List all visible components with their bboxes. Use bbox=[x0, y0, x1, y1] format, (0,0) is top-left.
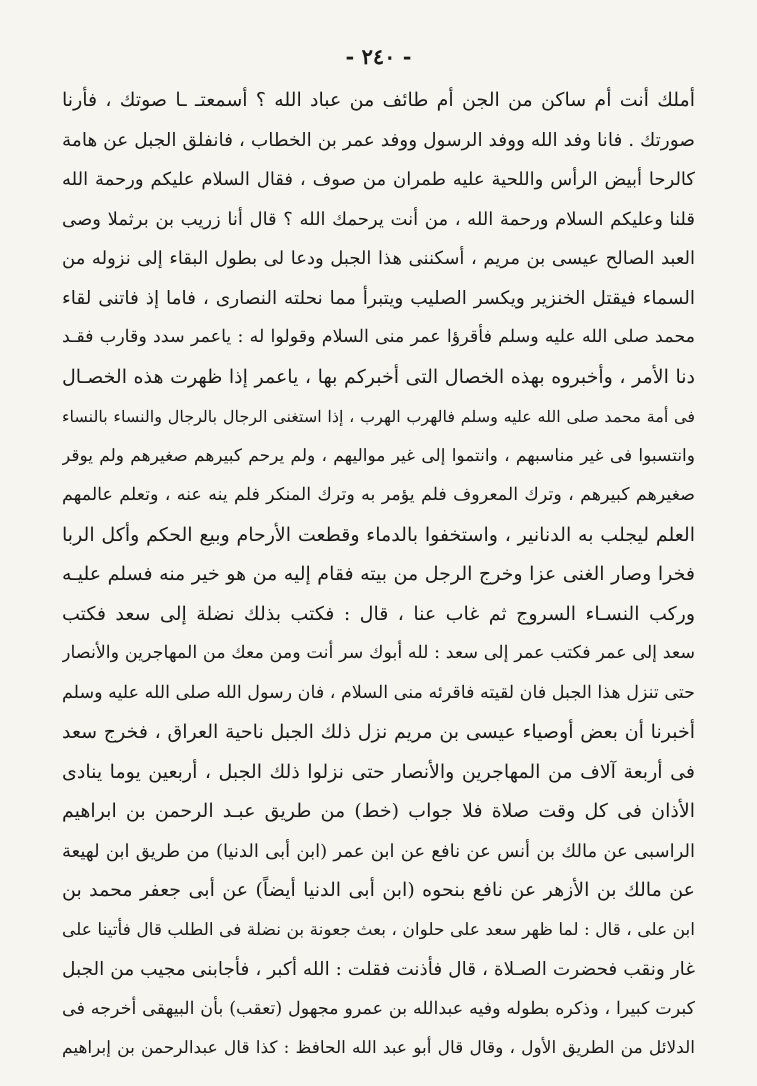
text-line: صغيرهم كبيرهم ، وترك المعروف فلم يؤمر به وترك المنكر فلم ينه عنه ، وتعلم عالمهم bbox=[62, 485, 695, 505]
text-line: أخبرنا أن بعض أوصياء عيسى بن مريم نزل ذلك الجبل ناحية العراق ، فخرج سعد bbox=[62, 721, 695, 743]
page-number: - ٢٤٠ - bbox=[345, 44, 412, 69]
text-line: أملك أنت أم ساكن من الجن أم طائف من عباد الله ؟ أسمعتـ ـا صوتك ، فأرنا bbox=[62, 89, 695, 111]
text-line: محمد صلى الله عليه وسلم فأقرؤا عمر منى السلام وقولوا له : ياعمر سدد وقارب فقـد bbox=[62, 327, 695, 347]
text-line: حتى تنزل هذا الجبل فان لقيته فاقرئه منى السلام ، فان رسول الله صلى الله عليه وسلم bbox=[62, 682, 695, 703]
text-line: العلم ليجلب به الدنانير ، واستخفوا بالدماء وقطعت الأرحام وبيع الحكم وأكل الربا bbox=[62, 523, 695, 546]
text-line: السماء فيقتل الخنزير ويكسر الصليب ويتبرأ مما نحلته النصارى ، فاما إذ فاتنى لقاء bbox=[62, 287, 695, 309]
text-line: فخرا وصار الغنى عزا وخرج الرجل من بيته فقام إليه من هو خير منه فسلم عليـه bbox=[62, 563, 695, 585]
text-line: وانتسبوا فى غير مناسبهم ، وانتموا إلى غير مواليهم ، ولم يرحم كبيرهم صغيرهم ولم يوقر bbox=[62, 445, 695, 466]
text-line: العبد الصالح عيسى بن مريم ، أسكننى هذا الجبل ودعا لى بطول البقاء إلى نزوله من bbox=[62, 248, 695, 269]
text-line: غار ونقب فحضرت الصـلاة ، قال فأذنت فقلت : الله أكبر ، فأجابنى مجيب من الجبل bbox=[62, 959, 695, 980]
body-text bbox=[62, 81, 695, 1069]
text-line: كبرت كبيرا ، وذكره بطوله وفيه عبدالله بن عمرو مجهول (تعقب) بأن البيهقى أخرجه فى bbox=[62, 998, 695, 1019]
text-line: قلنا وعليكم السلام ورحمة الله ، من أنت يرحمك الله ؟ قال أنا زريب بن برثملا وصى bbox=[62, 208, 695, 230]
text-line: الدلائل من الطريق الأول ، وقال قال أبو عبد الله الحافظ : كذا قال عبدالرحمن بن إبراهيم bbox=[62, 1038, 695, 1058]
text-line: عن مالك بن الأزهر عن نافع بنحوه (ابن أبى الدنيا أيضاً) عن أبى جعفر محمد بن bbox=[62, 879, 695, 901]
text-line: صورتك . فانا وفد الله ووفد الرسول ووفد عمر بن الخطاب ، فانفلق الجبل عن هامة bbox=[62, 129, 695, 151]
text-line: سعد إلى عمر فكتب عمر إلى سعد : لله أبوك سر أنت ومن معك من المهاجرين والأنصار bbox=[62, 643, 695, 663]
text-line: الأذان فى كل وقت صلاة فلا جواب (خط) من طريق عبـد الرحمن بن ابراهيم bbox=[62, 800, 695, 822]
text-line: ابن على ، قال : لما ظهر سعد على حلوان ، بعث جعونة بن نضلة فى الطلب قال فأتينا على bbox=[62, 919, 695, 940]
text-line: كالرحا أبيض الرأس واللحية عليه طمران من صوف ، فقال السلام عليكم ورحمة الله bbox=[62, 169, 695, 190]
text-line: فى أمة محمد صلى الله عليه وسلم فالهرب الهرب ، إذا استغنى الرجال بالرجال والنساء بالنساء bbox=[62, 407, 695, 426]
text-line: فى أربعة آلاف من المهاجرين والأنصار حتى نزلوا ذلك الجبل ، أربعين يوما ينادى bbox=[62, 760, 695, 783]
text-line: وركب النسـاء السروج ثم غاب عنا ، قال : فكتب بذلك نضلة إلى سعد فكتب bbox=[62, 602, 695, 625]
text-line: الراسبى عن مالك بن أنس عن نافع عن ابن عمر (ابن أبى الدنيا) من طريق ابن لهيعة bbox=[62, 840, 695, 862]
text-line: دنا الأمر ، وأخبروه بهذه الخصال التى أخبركم بها ، ياعمر إذا ظهرت هذه الخصـال bbox=[62, 365, 695, 388]
